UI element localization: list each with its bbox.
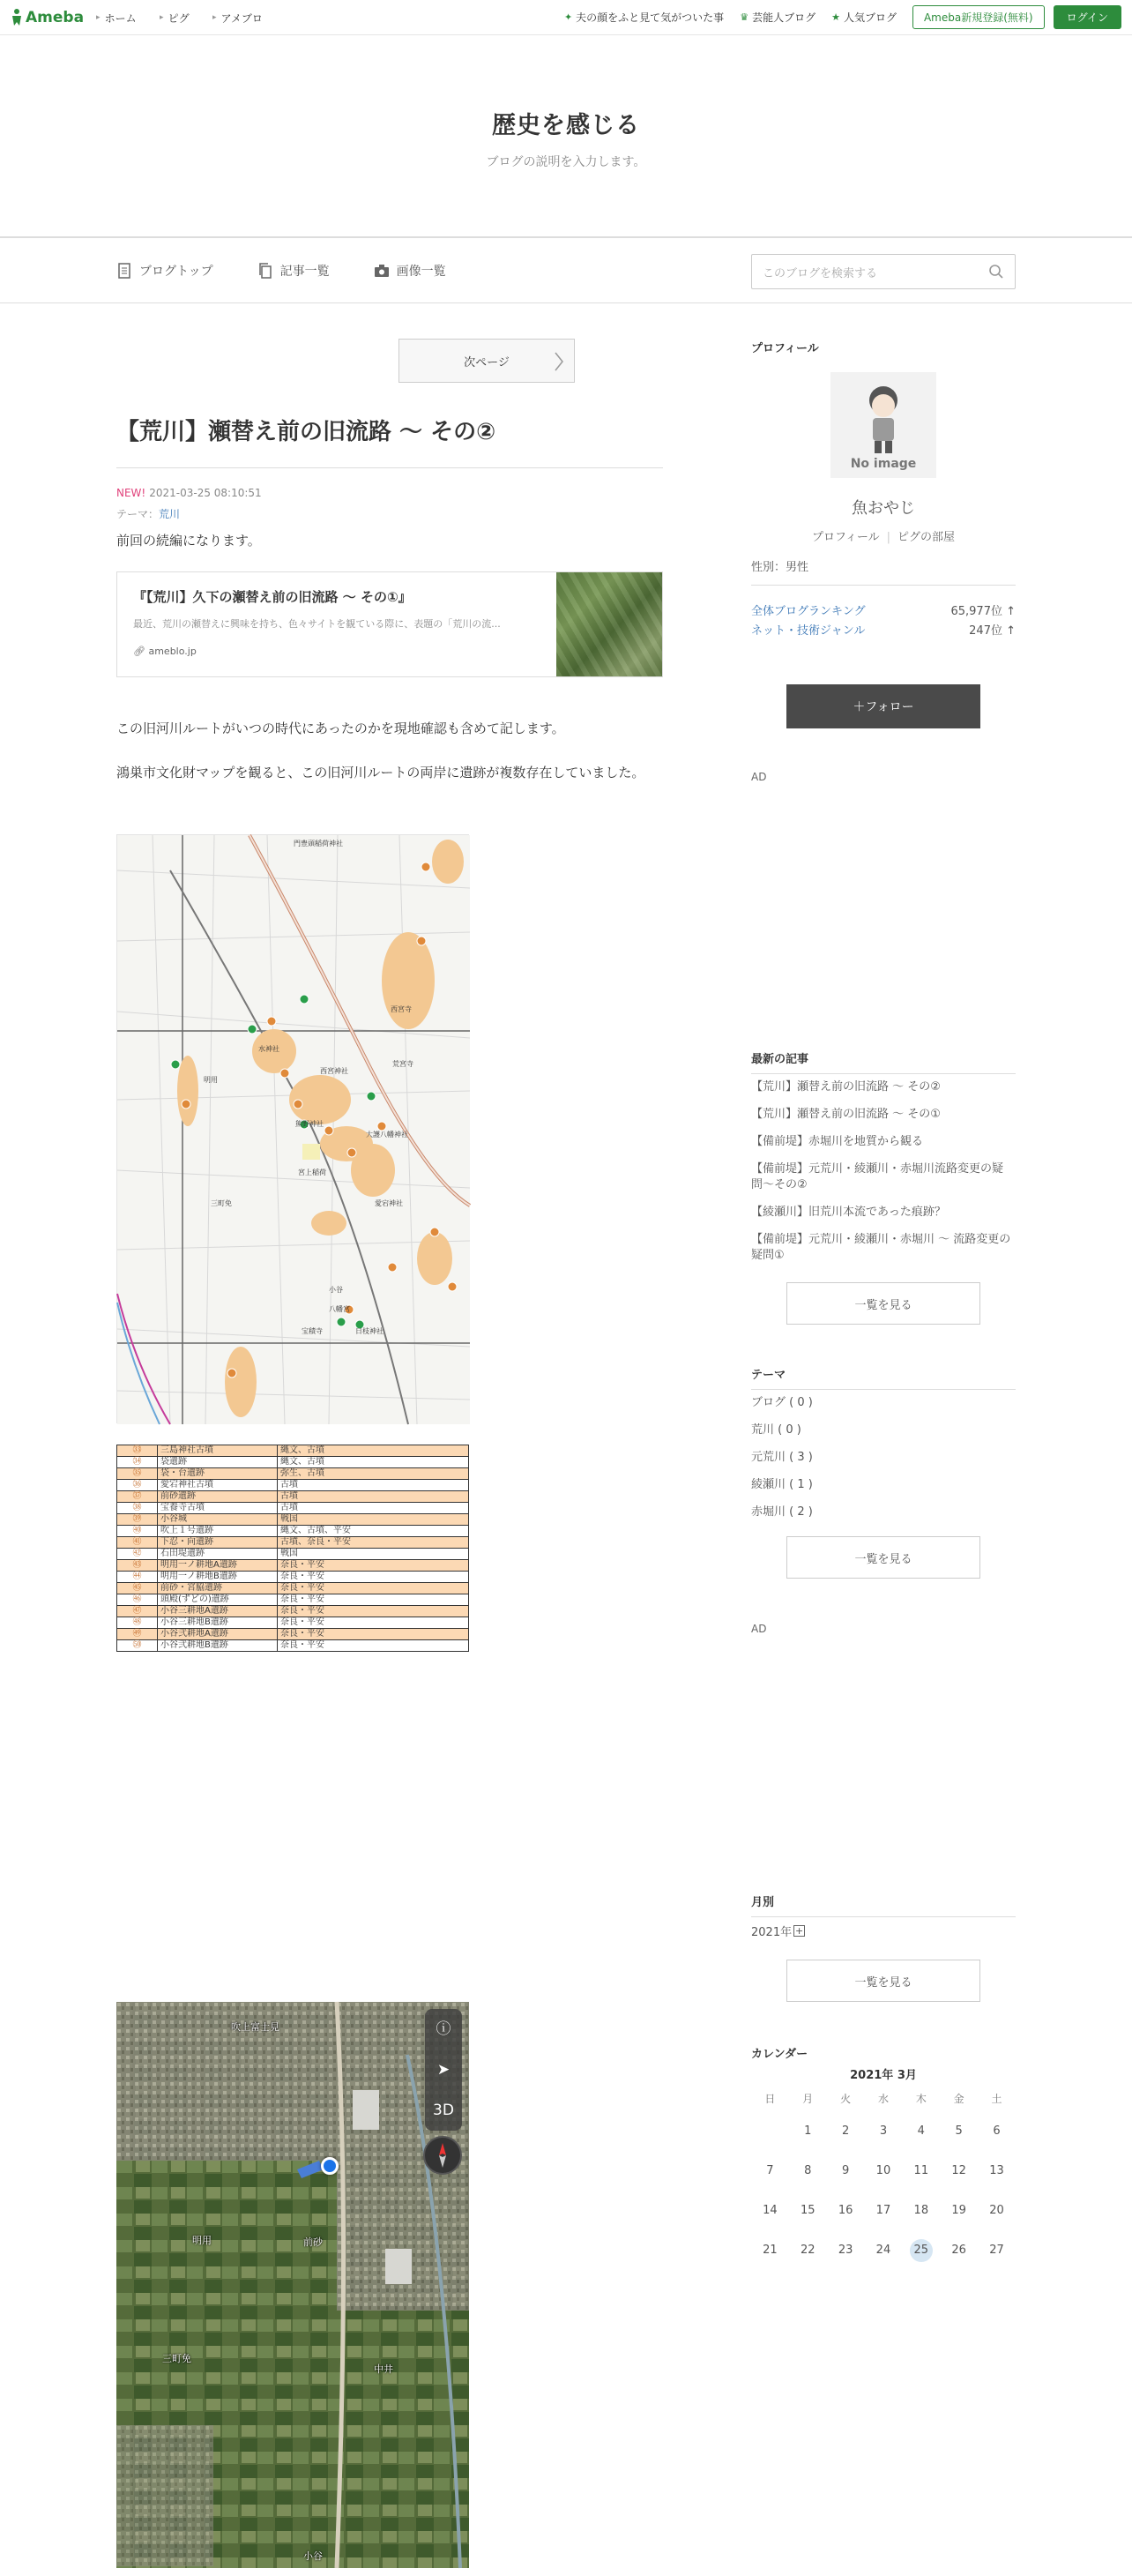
table-row — [117, 1629, 469, 1640]
calendar-weekday: 火 — [840, 2092, 852, 2105]
satellite-illustration — [116, 2002, 469, 2568]
map-label: 中井 — [374, 2363, 393, 2375]
table-cell-era: 戦国 — [278, 1549, 469, 1560]
table-cell-num: ㊾ — [117, 1629, 158, 1640]
blog-search-input[interactable] — [751, 254, 1016, 289]
svg-text:明用: 明用 — [204, 1076, 218, 1084]
nav-ameblo[interactable]: ▸ アメブロ — [212, 11, 263, 26]
entry-title[interactable]: 【荒川】瀬替え前の旧流路 〜 その② — [116, 418, 663, 468]
logo-text: Ameba — [26, 8, 85, 26]
ad-label-2: AD — [751, 1623, 767, 1635]
table-cell-era: 奈良・平安 — [278, 1594, 469, 1606]
table-row — [117, 1560, 469, 1572]
table-cell-num: ㊲ — [117, 1491, 158, 1503]
ranking-genre[interactable] — [751, 621, 1016, 638]
info-icon[interactable]: ⓘ — [436, 2020, 451, 2038]
theme-item[interactable]: 赤堀川 ( 2 ) — [751, 1505, 813, 1519]
camera-icon — [374, 263, 390, 279]
chevron-right-icon — [553, 351, 565, 372]
search-placeholder: このブログを検索する — [763, 266, 878, 280]
calendar-day-number: 14 — [763, 2204, 778, 2217]
profile-links: プロフィール | ピグの部屋 — [811, 531, 956, 544]
popular-blog-label: 人気ブログ — [843, 11, 897, 24]
calendar-day[interactable] — [902, 2191, 940, 2230]
table-cell-era: 奈良・平安 — [278, 1560, 469, 1572]
calendar-day-number: 23 — [838, 2244, 853, 2257]
embedded-link-card[interactable] — [116, 571, 663, 677]
calendar-day[interactable] — [827, 2151, 865, 2191]
nav-article-list-label: 記事一覧 — [279, 265, 330, 279]
table-cell-num: ㊱ — [117, 1480, 158, 1491]
table-cell-name: 明用一ノ耕地A遺跡 — [158, 1560, 278, 1572]
map-label: 三町免 — [162, 2353, 191, 2364]
blog-title[interactable]: 歴史を感じる — [492, 111, 640, 139]
login-button[interactable]: ログイン — [1054, 5, 1121, 29]
featured-link-label: 夫の顔をふと見て気がついた事 — [576, 11, 725, 24]
table-row — [117, 1468, 469, 1480]
expand-icon[interactable]: + — [794, 1925, 804, 1937]
table-cell-num: ㊼ — [117, 1606, 158, 1617]
calendar-day[interactable] — [789, 2111, 827, 2151]
calendar-month-title: 2021年 3月 — [850, 2069, 917, 2082]
latest-more-button[interactable]: 一覧を見る — [786, 1282, 980, 1325]
latest-article-item[interactable]: 【備前堤】元荒川・綾瀬川・赤堀川 〜 流路変更の疑問① — [751, 1233, 1011, 1262]
profile-link[interactable]: プロフィール — [811, 531, 880, 544]
calendar-day[interactable] — [865, 2111, 903, 2151]
table-cell-era: 奈良・平安 — [278, 1583, 469, 1594]
calendar-week-row — [751, 2230, 1016, 2270]
table-cell-num: ㉟ — [117, 1468, 158, 1480]
table-cell-num: ㊵ — [117, 1526, 158, 1537]
map-label: 前砂 — [303, 2236, 323, 2248]
link-card-domain — [133, 644, 197, 661]
profile-name[interactable]: 魚おやじ — [852, 499, 915, 518]
table-row — [117, 1445, 469, 1457]
calendar-weekday: 木 — [915, 2092, 927, 2105]
month-label: 2021年 — [751, 1926, 793, 1939]
entry-intro: 前回の続編になります。 — [116, 533, 261, 549]
calendar-day-number: 20 — [989, 2204, 1004, 2217]
latest-article-item[interactable]: 【荒川】瀬替え前の旧流路 〜 その② — [751, 1080, 941, 1094]
calendar-day[interactable] — [827, 2111, 865, 2151]
next-page-button[interactable] — [398, 339, 575, 383]
featured-link[interactable] — [564, 10, 724, 25]
nav-article-list[interactable] — [257, 262, 330, 280]
calendar-day-number: 21 — [763, 2244, 778, 2257]
calendar-day[interactable] — [789, 2191, 827, 2230]
calendar-day[interactable] — [902, 2111, 940, 2151]
map-label: 明用 — [192, 2235, 212, 2246]
calendar-day-number: 18 — [913, 2204, 929, 2217]
popular-blog-link[interactable] — [831, 10, 897, 25]
table-cell-name: 袋・台遺跡 — [158, 1468, 278, 1480]
calendar-day-number: 15 — [800, 2204, 815, 2217]
calendar-day[interactable] — [827, 2191, 865, 2230]
table-cell-era: 奈良・平安 — [278, 1572, 469, 1583]
blog-description: ブログの説明を入力します。 — [486, 154, 646, 169]
calendar-day[interactable] — [827, 2230, 865, 2270]
theme-heading: テーマ — [751, 1365, 1016, 1390]
ranking-genre-value: 247位 ↑ — [969, 624, 1016, 638]
star-icon: ★ — [831, 11, 840, 23]
new-badge: NEW! — [116, 487, 146, 499]
table-cell-era: 奈良・平安 — [278, 1640, 469, 1652]
calendar-heading: カレンダー — [751, 2048, 808, 2061]
table-cell-name: 吹上１号遺跡 — [158, 1526, 278, 1537]
link-card-domain-text: ameblo.jp — [148, 646, 197, 658]
avatar[interactable] — [830, 372, 936, 478]
top-right-links — [564, 5, 1121, 29]
calendar-day-number: 22 — [800, 2244, 815, 2257]
blog-nav — [0, 238, 1132, 303]
month-item[interactable] — [751, 1923, 805, 1939]
table-row — [117, 1526, 469, 1537]
nav-pigg[interactable]: ▸ ピグ — [160, 11, 190, 26]
table-cell-num: ㊸ — [117, 1560, 158, 1572]
table-cell-num: ㊽ — [117, 1617, 158, 1629]
ranking-genre-label: ネット・技術ジャンル — [751, 624, 866, 638]
calendar-weekday: 土 — [991, 2092, 1002, 2105]
monthly-heading: 月別 — [751, 1893, 1016, 1917]
no-image-text: No image — [850, 457, 917, 471]
table-cell-name: 愛宕神社古墳 — [158, 1480, 278, 1491]
calendar-day-number: 7 — [766, 2164, 774, 2177]
table-cell-name: 宝養寺古墳 — [158, 1503, 278, 1514]
entry-meta — [116, 482, 262, 525]
link-icon: 🔗︎ — [133, 646, 145, 658]
table-row — [117, 1640, 469, 1652]
theme-more-button[interactable]: 一覧を見る — [786, 1536, 980, 1579]
avatar-image — [830, 372, 936, 478]
svg-text:西宮寺: 西宮寺 — [391, 1005, 412, 1013]
calendar-day[interactable] — [865, 2191, 903, 2230]
table-cell-name: 前砂遺跡 — [158, 1491, 278, 1503]
calendar-day[interactable] — [940, 2230, 978, 2270]
calendar-day-number: 4 — [917, 2124, 925, 2138]
theme-item[interactable]: 元荒川 ( 3 ) — [751, 1451, 813, 1464]
theme-list — [751, 1395, 1016, 1532]
latest-article-item[interactable]: 【備前堤】赤堀川を地質から観る — [751, 1135, 924, 1148]
table-row — [117, 1457, 469, 1468]
calendar-day-number: 27 — [989, 2244, 1004, 2257]
calendar-weekday-row — [751, 2085, 1016, 2111]
ranking-overall[interactable] — [751, 601, 1016, 618]
calendar-day-number: 19 — [951, 2204, 966, 2217]
calendar-week-row — [751, 2191, 1016, 2230]
calendar-day[interactable] — [751, 2230, 789, 2270]
calendar-day[interactable] — [940, 2111, 978, 2151]
theme-label: テーマ： — [116, 508, 160, 520]
table-cell-era: 奈良・平安 — [278, 1617, 469, 1629]
table-cell-name: 小谷弐耕地B遺跡 — [158, 1640, 278, 1652]
table-row — [117, 1514, 469, 1526]
calendar-day[interactable] — [978, 2230, 1016, 2270]
theme-item[interactable]: ブログ ( 0 ) — [751, 1396, 813, 1409]
copy-icon — [257, 263, 273, 279]
table-cell-name: 下忍・向遺跡 — [158, 1537, 278, 1549]
profile-heading: プロフィール — [751, 342, 819, 355]
crown-icon: ♛ — [740, 11, 749, 23]
calendar-day-number: 24 — [875, 2244, 891, 2257]
table-cell-name: 明用一ノ耕地B遺跡 — [158, 1572, 278, 1583]
calendar-day[interactable] — [902, 2151, 940, 2191]
calendar-day[interactable] — [789, 2151, 827, 2191]
table-cell-name: 頭殿(ずどの)遺跡 — [158, 1594, 278, 1606]
map-label: 吹上富士見 — [231, 2021, 279, 2033]
table-row — [117, 1594, 469, 1606]
archaeological-sites-table-image[interactable] — [116, 1445, 469, 1652]
table-row — [117, 1572, 469, 1583]
calendar-day-number: 8 — [804, 2164, 812, 2177]
celebrity-blog-label: 芸能人ブログ — [752, 11, 816, 24]
table-row — [117, 1549, 469, 1560]
svg-text:三町免: 三町免 — [211, 1199, 232, 1207]
calendar-day-number: 3 — [879, 2124, 888, 2138]
sites-table — [116, 1445, 469, 1652]
svg-text:西宮神社: 西宮神社 — [320, 1067, 348, 1075]
table-cell-era: 古墳 — [278, 1503, 469, 1514]
3d-toggle-button[interactable]: 3D — [433, 2101, 454, 2119]
entry-paragraph-3: 鴻巣市文化財マップを観ると、この旧河川ルートの両岸に遺跡が複数存在していました。 — [116, 765, 645, 780]
table-cell-era: 奈良・平安 — [278, 1606, 469, 1617]
calendar-day[interactable] — [751, 2151, 789, 2191]
table-cell-name: 小谷三耕地A遺跡 — [158, 1606, 278, 1617]
ad-label: AD — [751, 771, 767, 783]
table-cell-era: 古墳 — [278, 1491, 469, 1503]
table-cell-era: 縄文、古墳 — [278, 1457, 469, 1468]
satellite-map-image[interactable] — [116, 2002, 469, 2568]
table-cell-num: ㊷ — [117, 1549, 158, 1560]
table-cell-name: 小谷城 — [158, 1514, 278, 1526]
table-cell-era: 古墳 — [278, 1480, 469, 1491]
calendar-day[interactable] — [978, 2151, 1016, 2191]
table-cell-name: 小谷弐耕地A遺跡 — [158, 1629, 278, 1640]
calendar-day-number: 11 — [913, 2164, 929, 2177]
next-page-label: 次ページ — [464, 355, 510, 370]
table-cell-era: 弥生、古墳 — [278, 1468, 469, 1480]
table-row — [117, 1606, 469, 1617]
table-cell-num: ㉞ — [117, 1457, 158, 1468]
search-icon[interactable] — [988, 264, 1004, 280]
svg-text:水神社: 水神社 — [258, 1045, 279, 1053]
theme-item[interactable]: 荒川 ( 0 ) — [751, 1423, 801, 1437]
calendar-day-number: 10 — [875, 2164, 891, 2177]
table-cell-num: ㊻ — [117, 1594, 158, 1606]
calendar-day-number: 13 — [989, 2164, 1004, 2177]
calendar-weekday: 日 — [764, 2092, 776, 2105]
calendar-day[interactable] — [940, 2151, 978, 2191]
svg-text:愛宕神社: 愛宕神社 — [375, 1199, 403, 1207]
svg-text:八幡宮: 八幡宮 — [329, 1305, 350, 1313]
register-button[interactable]: Ameba新規登録(無料) — [912, 5, 1045, 29]
monthly-more-button[interactable]: 一覧を見る — [786, 1960, 980, 2002]
latest-article-item[interactable]: 【備前堤】元荒川・綾瀬川・赤堀川流路変更の疑問〜その② — [751, 1162, 1004, 1191]
compass-icon[interactable] — [423, 2136, 462, 2175]
table-cell-name: 袋遺跡 — [158, 1457, 278, 1468]
theme-link[interactable]: 荒川 — [159, 508, 181, 520]
calendar-week-row — [751, 2111, 1016, 2151]
global-header — [0, 0, 1132, 35]
link-card-thumbnail — [556, 572, 662, 676]
calendar-day-number: 9 — [841, 2164, 850, 2177]
calendar-day-number: 17 — [875, 2204, 891, 2217]
table-row — [117, 1480, 469, 1491]
ameba-logo[interactable] — [11, 8, 84, 27]
table-cell-num: ㊴ — [117, 1514, 158, 1526]
entry-datetime: 2021-03-25 08:10:51 — [149, 487, 262, 499]
calendar-day[interactable] — [789, 2230, 827, 2270]
star-leaf-icon: ✦ — [563, 11, 573, 23]
table-row — [117, 1583, 469, 1594]
top-nav — [96, 9, 282, 26]
map-controls — [425, 2009, 462, 2131]
svg-text:荒宮寺: 荒宮寺 — [392, 1060, 413, 1068]
calendar-day[interactable] — [902, 2230, 940, 2270]
calendar-day-number: 5 — [955, 2124, 963, 2138]
calendar-weekday: 金 — [953, 2092, 964, 2105]
calendar-day[interactable] — [940, 2191, 978, 2230]
theme-item[interactable]: 綾瀬川 ( 1 ) — [751, 1478, 813, 1491]
current-location-marker — [321, 2157, 339, 2175]
table-cell-era: 古墳、奈良・平安 — [278, 1537, 469, 1549]
calendar-day-number: 1 — [804, 2124, 812, 2138]
latest-article-item[interactable]: 【綾瀬川】旧荒川本流であった痕跡？ — [751, 1206, 946, 1219]
table-cell-name: 石田堤遺跡 — [158, 1549, 278, 1560]
pig-room-link[interactable]: ピグの部屋 — [897, 531, 956, 544]
table-cell-num: ㊺ — [117, 1583, 158, 1594]
table-cell-era: 奈良・平安 — [278, 1629, 469, 1640]
profile-sex: 性別：男性 — [751, 557, 1016, 586]
latest-articles-list — [751, 1079, 1016, 1275]
follow-button[interactable]: ＋フォロー — [786, 684, 980, 728]
blog-header — [0, 35, 1132, 238]
nav-blog-top[interactable] — [116, 262, 213, 280]
table-cell-era: 縄文、古墳 — [278, 1445, 469, 1457]
calendar-day[interactable] — [865, 2230, 903, 2270]
map-label: 小谷 — [303, 2550, 323, 2562]
svg-text:大護八幡神社: 大護八幡神社 — [366, 1131, 408, 1139]
link-card-description: 最近、荒川の瀬替えに興味を持ち、色々サイトを観ている際に、表題の「荒川の流... — [133, 617, 501, 630]
ranking-overall-value: 65,977位 ↑ — [950, 605, 1016, 618]
map-illustration — [117, 835, 470, 1424]
table-row — [117, 1503, 469, 1514]
svg-text:熊野神社: 熊野神社 — [295, 1120, 324, 1128]
svg-text:宮上稲荷: 宮上稲荷 — [298, 1169, 326, 1176]
table-cell-era: 縄文、古墳、平安 — [278, 1526, 469, 1537]
calendar-day — [751, 2111, 789, 2151]
entry-paragraph-2: この旧河川ルートがいつの時代にあったのかを現地確認も含めて記します。 — [116, 721, 565, 736]
ranking-overall-label: 全体ブログランキング — [751, 605, 866, 618]
document-icon — [116, 263, 132, 279]
svg-text:門豊頭稲荷神社: 門豊頭稲荷神社 — [294, 840, 343, 847]
table-cell-num: ㊶ — [117, 1537, 158, 1549]
ameba-logo-icon — [11, 8, 23, 27]
link-card-title: 『【荒川】久下の瀬替え前の旧流路 〜 その①』 — [133, 589, 412, 605]
calendar-day-number: 26 — [951, 2244, 966, 2257]
table-row — [117, 1491, 469, 1503]
table-cell-name: 前砂・宮脇遺跡 — [158, 1583, 278, 1594]
nav-blog-top-label: ブログトップ — [139, 265, 213, 279]
calendar-day-number: 6 — [993, 2124, 1001, 2138]
table-row — [117, 1617, 469, 1629]
svg-text:小谷: 小谷 — [329, 1286, 343, 1294]
svg-text:日枝神社: 日枝神社 — [355, 1327, 384, 1335]
calendar-day-number: 2 — [841, 2124, 850, 2138]
table-cell-name: 小谷三耕地B遺跡 — [158, 1617, 278, 1629]
nav-home[interactable]: ▸ ホーム — [96, 11, 137, 26]
table-cell-era: 戦国 — [278, 1514, 469, 1526]
svg-text:宝積寺: 宝積寺 — [302, 1327, 323, 1335]
table-cell-num: ㉝ — [117, 1445, 158, 1457]
navigate-icon[interactable]: ➤ — [436, 2060, 451, 2079]
calendar-weekday: 月 — [802, 2092, 814, 2105]
calendar-day[interactable] — [865, 2151, 903, 2191]
nav-image-list-label: 画像一覧 — [396, 265, 446, 279]
calendar-table — [751, 2085, 1016, 2270]
table-cell-num: ㊹ — [117, 1572, 158, 1583]
latest-articles-heading: 最新の記事 — [751, 1049, 1016, 1074]
compass-needle-icon — [425, 2138, 460, 2173]
cultural-property-map-image[interactable] — [116, 834, 469, 1423]
calendar-day[interactable] — [751, 2191, 789, 2230]
nav-image-list[interactable] — [374, 262, 446, 280]
celebrity-blog-link[interactable] — [740, 10, 815, 25]
latest-article-item[interactable]: 【荒川】瀬替え前の旧流路 〜 その① — [751, 1108, 941, 1121]
table-cell-num: ㊳ — [117, 1503, 158, 1514]
calendar-day-number: 25 — [910, 2239, 933, 2262]
calendar-weekday: 水 — [877, 2092, 889, 2105]
calendar-day-number: 12 — [951, 2164, 966, 2177]
calendar-day-number: 16 — [838, 2204, 853, 2217]
table-row — [117, 1537, 469, 1549]
table-cell-num: ㊿ — [117, 1640, 158, 1652]
calendar-week-row — [751, 2151, 1016, 2191]
table-cell-name: 三島神社古墳 — [158, 1445, 278, 1457]
calendar-day[interactable] — [978, 2191, 1016, 2230]
calendar-day[interactable] — [978, 2111, 1016, 2151]
